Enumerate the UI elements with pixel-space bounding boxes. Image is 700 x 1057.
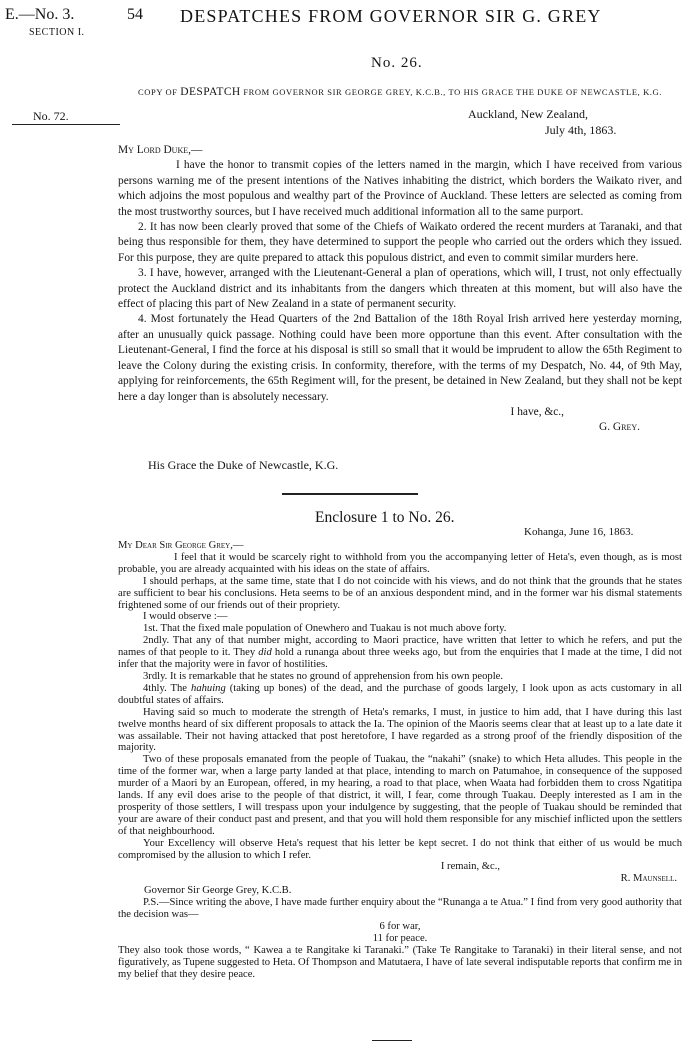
running-head-left: E.—No. 3. (5, 6, 75, 23)
enclosure-valediction: I remain, &c., (440, 861, 500, 873)
enclosure-paragraph: Your Excellency will observe Heta's request that his letter be kept secret. I do not think that either of us would be much compromised by the allusion to which I refer. (118, 837, 682, 861)
despatch-from-line: FROM GOVERNOR SIR GEORGE GREY, K.C.B., TO HIS GRACE THE DUKE OF NEWCASTLE, K.G. (243, 87, 662, 97)
vote-peace: 11 for peace. (372, 932, 428, 944)
enclosure-paragraph: Having said so much to moderate the strength of Heta's remarks, I must, in justice to him add, that I have during this last twelve months heard of six different proposals to attack the Ia. The opinion of the Maoris seems clear that at least up to a late date it was assailable. Their not having attacked that post heretofore, I have regarded as a strong proof of the friendly disposition of the majority. (118, 706, 682, 754)
text-run: hold a runanga about three weeks ago, but from the enquiries that I made at the time, I did not infer that the majority were in favor of hostilities. (118, 647, 682, 671)
enclosure-place-date: Kohanga, June 16, 1863. (524, 526, 634, 538)
despatch-addressee: His Grace the Duke of Newcastle, K.G. (148, 458, 339, 472)
enclosure-paragraph (118, 683, 682, 707)
margin-rule (12, 124, 120, 125)
section-divider (282, 493, 418, 495)
emphasis: hahuing (191, 682, 226, 694)
despatch-heading (118, 85, 682, 99)
despatch-date: July 4th, 1863. (545, 123, 617, 137)
enclosure-salutation: My Dear Sir George Grey,— (118, 540, 244, 551)
despatch-word: DESPATCH (180, 86, 241, 98)
despatch-place: Auckland, New Zealand, (468, 107, 588, 121)
enclosure-title: Enclosure 1 to No. 26. (315, 509, 455, 526)
despatch-body (118, 143, 682, 436)
enclosure-body (118, 540, 682, 981)
despatch-valediction: I have, &c., (510, 405, 564, 418)
enclosure-addressee: Governor Sir George Grey, K.C.B. (144, 885, 292, 897)
text-run: (taking up bones) of the dead, and the purchase of goods largely, I look upon as acts customary in all doubtful states of affairs. (118, 682, 682, 706)
postscript: P.S.—Since writing the above, I have made further enquiry about the “Runanga a te Atua.” I find from very good authority that the decision was— (118, 897, 682, 921)
end-rule (372, 1040, 412, 1041)
enclosure-paragraph (118, 635, 682, 671)
section-label: SECTION I. (29, 27, 85, 38)
despatch-paragraph: 3. I have, however, arranged with the Lieutenant-General a plan of operations, which will, I trust, not only effectually protect the Auckland district and its inhabitants from the dangers which threaten at this moment, but will also have the effect of placing this part of New Zealand in a state of permanent security. (118, 267, 682, 311)
text-run: 2ndly. That any of that number might, according to Maori practice, have written that letter to which he refers, and put the names of that people to it. They (118, 635, 682, 659)
enclosure-paragraph: 1st. That the fixed male population of Onewhero and Tuakau is not much above forty. (143, 623, 507, 635)
text-run: 4thly. The (143, 682, 192, 694)
enclosure-paragraph: I should perhaps, at the same time, state that I do not coincide with his views, and do not think that the grounds that he states are sufficient to bear his conclusions. Heta seems to be of an anxious despondent mind, and in the former war his dismal statements frightened some of our friends out of their propriety. (118, 575, 682, 611)
enclosure-signature: R. Maunsell. (620, 873, 677, 885)
despatch-salutation: My Lord Duke,— (118, 144, 203, 156)
despatch-paragraph: 4. Most fortunately the Head Quarters of the 2nd Battalion of the 18th Royal Irish arrived here yesterday morning, after an unusually quick passage. Nothing could have been more opportune than this event. After consultation with the Lieutenant-General, I find the force at his disposal is still so small that it would be imprudent to allow the 65th Regiment to leave the Colony during the existing crisis. In conformity, therefore, with the terms of my Despatch, No. 44, of 9th May, applying for reinforcements, the 65th Regiment will, for the present, be detained in New Zealand, but they shall not be kept here a day longer than is absolutely necessary. (118, 313, 682, 403)
despatch-paragraph: 2. It has now been clearly proved that some of the Chiefs of Waikato ordered the recent murders at Taranaki, and that being thus responsible for them, they have determined to support the people who carried out the orders which they issued. For this purpose, they are quite prepared to attack this populous district, and even to commit similar murders here. (118, 221, 682, 264)
copy-of-label: COPY OF (138, 87, 178, 97)
margin-reference: No. 72. (33, 109, 69, 123)
enclosure-paragraph: I would observe :— (143, 611, 228, 623)
despatch-number: No. 26. (371, 55, 423, 71)
enclosure-paragraph: 3rdly. It is remarkable that he states no ground of apprehension from his own people. (143, 670, 503, 682)
enclosure-paragraph: I feel that it would be scarcely right to withhold from you the accompanying letter of Heta's, even though, as is most probable, you are already acquainted with his ideas on the state of affairs. (118, 551, 682, 575)
despatch-paragraph: I have the honor to transmit copies of the letters named in the margin, which I have received from various persons warning me of the present intentions of the Natives inhabiting the district, which borders the Waikato river, and which adjoins the most populous and wealthy part of the Province of Auckland. These letters are selected as coming from the most trustworthy sources, but I have received much additional information all to the same purport. (118, 159, 682, 218)
emphasis: did (258, 647, 272, 659)
enclosure-paragraph: They also took those words, “ Kawea a te Rangitake ki Taranaki.” (Take Te Rangitake to Taranaki) in their literal sense, and not figuratively, as Tupene suggested to Heta. Of Thompson and Matutaera, I have of late several indisputable reports that confirm me in my belief that they desire peace. (118, 944, 682, 980)
enclosure-paragraph: Two of these proposals emanated from the people of Tuakau, the “nakahi” (snake) to which Heta alludes. This people in the time of the former war, when a large party landed at that place, intending to march on Patumahoe, in consequence of the supposed murder of a Maori by an European, offered, in my hearing, a road to that place, when Waata had forbidden them to cross Ngatitipa lands. If any evil does arise to the people of that district, it will, I fear, come through Tuakau. Deeply interested as I am in the prosperity of those settlers, I will trespass upon your indulgence by suggesting, that the people of Tuakau should be reminded that your are aware of their conduct past and present, and that you will hold them responsible for any mischief inflicted upon the settlers of that neighbourhood. (118, 754, 682, 837)
vote-war: 6 for war, (379, 921, 421, 932)
despatch-signature: G. Grey. (599, 421, 640, 434)
page-title: DESPATCHES FROM GOVERNOR SIR G. GREY (180, 6, 602, 26)
page-number: 54 (127, 6, 143, 23)
